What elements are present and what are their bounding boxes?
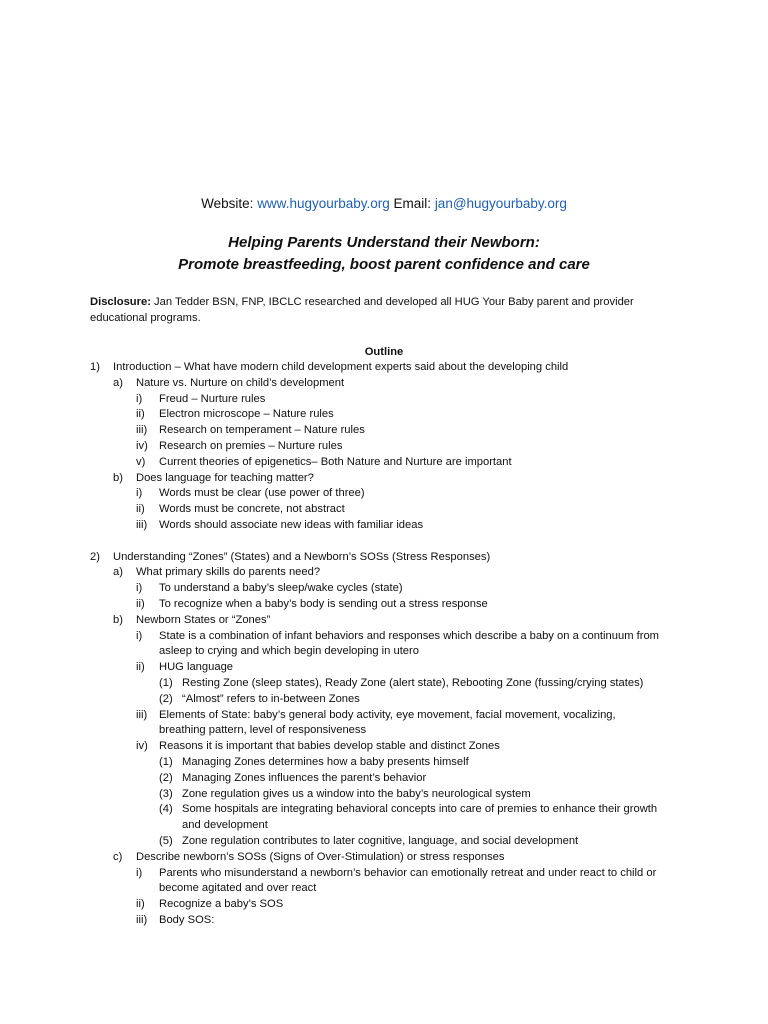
outline-item	[0, 629, 768, 645]
outline-item	[0, 581, 768, 597]
outline-item	[0, 392, 768, 408]
outline-item-text: Research on temperament – Nature rules	[159, 424, 365, 437]
website-link[interactable]: www.hugyourbaby.org	[257, 196, 390, 211]
outline-item	[0, 550, 768, 566]
outline-item-text: Words should associate new ideas with familiar ideas	[159, 518, 424, 531]
outline-heading: Outline	[364, 346, 404, 358]
outline-item-text: Research on premies – Nurture rules	[159, 439, 343, 452]
outline-item	[0, 502, 768, 518]
outline-item-marker: 2)	[90, 550, 100, 563]
title-line-2: Promote breastfeeding, boost parent confidence and care	[178, 256, 590, 273]
outline-list	[0, 360, 768, 929]
outline-item-marker: iii)	[136, 708, 148, 721]
outline-item-text: Electron microscope – Nature rules	[159, 408, 334, 421]
outline-item	[0, 471, 768, 487]
outline-item-text: Managing Zones influences the parent’s behavior	[182, 771, 427, 784]
outline-item-marker: (2)	[159, 692, 173, 705]
outline-item-marker: i)	[136, 582, 143, 595]
outline-item-text: breathing pattern, level of responsiveness	[159, 724, 367, 737]
outline-item-marker: iii)	[136, 913, 148, 926]
outline-item	[0, 897, 768, 913]
outline-item	[0, 818, 768, 834]
email-label: Email:	[393, 196, 432, 211]
website-label: Website:	[201, 196, 254, 211]
outline-item-text: Understanding “Zones” (States) and a Newborn’s SOSs (Stress Responses)	[113, 550, 491, 563]
outline-item	[0, 423, 768, 439]
outline-item-marker: (1)	[159, 676, 173, 689]
outline-item-text: Recognize a baby’s SOS	[159, 898, 284, 911]
outline-item-text: Elements of State: baby’s general body activity, eye movement, facial movement, vocalizing,	[159, 708, 616, 721]
outline-item-text: What primary skills do parents need?	[136, 566, 321, 579]
outline-item	[0, 644, 768, 660]
outline-item-text: Words must be clear (use power of three)	[159, 487, 365, 500]
outline-item-text: Words must be concrete, not abstract	[159, 503, 345, 516]
outline-item-text: Managing Zones determines how a baby presents himself	[182, 755, 469, 768]
outline-item	[0, 597, 768, 613]
outline-item	[0, 692, 768, 708]
disclosure-text: Jan Tedder BSN, FNP, IBCLC researched and developed all HUG Your Baby parent and provider educational programs.	[90, 296, 634, 324]
outline-item-marker: ii)	[136, 898, 145, 911]
outline-item	[0, 755, 768, 771]
outline-item	[0, 455, 768, 471]
outline-item	[0, 407, 768, 423]
outline-item-marker: (3)	[159, 787, 173, 800]
outline-item	[0, 613, 768, 629]
document-title	[0, 232, 768, 276]
outline-item-marker: ii)	[136, 408, 145, 421]
outline-item-text: To recognize when a baby’s body is sending out a stress response	[159, 597, 488, 610]
title-line-1: Helping Parents Understand their Newborn:	[228, 234, 540, 251]
outline-item-marker: c)	[113, 850, 123, 863]
outline-item-text: Freud – Nurture rules	[159, 392, 266, 405]
outline-item-text: and development	[182, 819, 268, 832]
outline-item	[0, 360, 768, 376]
logo-placeholder	[250, 95, 518, 175]
outline-item-marker: i)	[136, 392, 143, 405]
outline-item-marker: i)	[136, 487, 143, 500]
outline-item-marker: ii)	[136, 661, 145, 674]
outline-item-marker: a)	[113, 376, 123, 389]
outline-item	[0, 771, 768, 787]
outline-item-marker: (2)	[159, 771, 173, 784]
outline-item-marker: iv)	[136, 740, 148, 753]
outline-item-marker: ii)	[136, 597, 145, 610]
outline-item-marker: i)	[136, 629, 143, 642]
outline-item-marker: 1)	[90, 361, 100, 373]
outline-item-marker: i)	[136, 866, 143, 879]
outline-item	[0, 518, 768, 534]
outline-item-marker: (5)	[159, 834, 173, 847]
outline-item	[0, 913, 768, 929]
email-link[interactable]: jan@hugyourbaby.org	[434, 196, 567, 211]
outline-item	[0, 486, 768, 502]
outline-item-text: Zone regulation gives us a window into the baby’s neurological system	[182, 787, 531, 800]
outline-item-text: Current theories of epigenetics– Both Nature and Nurture are important	[159, 455, 512, 468]
outline-item-marker: iv)	[136, 439, 148, 452]
outline-item-text: Describe newborn’s SOSs (Signs of Over-Stimulation) or stress responses	[136, 850, 505, 863]
outline-item-text: Reasons it is important that babies develop stable and distinct Zones	[159, 740, 500, 753]
outline-item	[0, 565, 768, 581]
outline-spacer	[0, 534, 768, 550]
outline-item-text: Zone regulation contributes to later cognitive, language, and social development	[182, 834, 579, 847]
outline-item-text: “Almost” refers to in-between Zones	[182, 692, 360, 705]
outline-item-marker: ii)	[136, 503, 145, 516]
outline-item	[0, 376, 768, 392]
outline-item-marker: iii)	[136, 518, 148, 531]
outline-item	[0, 439, 768, 455]
outline-item-marker: b)	[113, 471, 123, 484]
outline-item-marker: (4)	[159, 803, 173, 816]
outline-item-marker: (1)	[159, 755, 173, 768]
outline-item-text: Nature vs. Nurture on child’s development	[136, 376, 345, 389]
outline-item	[0, 802, 768, 818]
outline-item-text: Newborn States or “Zones”	[136, 613, 271, 626]
outline-item	[0, 866, 768, 882]
outline-item	[0, 676, 768, 692]
outline-item	[0, 708, 768, 724]
outline-item-marker: iii)	[136, 424, 148, 437]
outline-item-text: Some hospitals are integrating behavioral concepts into care of premies to enhance their growth	[182, 803, 658, 816]
outline-item	[0, 850, 768, 866]
disclosure-paragraph	[90, 294, 690, 326]
outline-item-text: Does language for teaching matter?	[136, 471, 314, 484]
disclosure-label: Disclosure:	[90, 296, 151, 308]
outline-item	[0, 881, 768, 897]
outline-item-text: To understand a baby’s sleep/wake cycles (state)	[159, 582, 403, 595]
outline-item	[0, 660, 768, 676]
contact-line	[0, 194, 768, 214]
outline-item-text: asleep to crying and which begin developing in utero	[159, 645, 419, 658]
outline-item-text: Parents who misunderstand a newborn’s behavior can emotionally retreat and under react to child or	[159, 866, 657, 879]
outline-item-marker: a)	[113, 566, 123, 579]
outline-item-text: Introduction – What have modern child development experts said about the developing child	[113, 361, 569, 373]
outline-item	[0, 723, 768, 739]
outline-item-marker: v)	[136, 455, 146, 468]
outline-item-text: HUG language	[159, 661, 234, 674]
outline-item-text: become agitated and over react	[159, 882, 317, 895]
outline-item-marker: b)	[113, 613, 123, 626]
outline-item	[0, 787, 768, 803]
outline-item	[0, 834, 768, 850]
outline-item-text: Body SOS:	[159, 913, 215, 926]
outline-item-text: State is a combination of infant behaviors and responses which describe a baby on a continuum from	[159, 629, 659, 642]
outline-item	[0, 739, 768, 755]
outline-item-text: Resting Zone (sleep states), Ready Zone (alert state), Rebooting Zone (fussing/crying states)	[182, 676, 644, 689]
